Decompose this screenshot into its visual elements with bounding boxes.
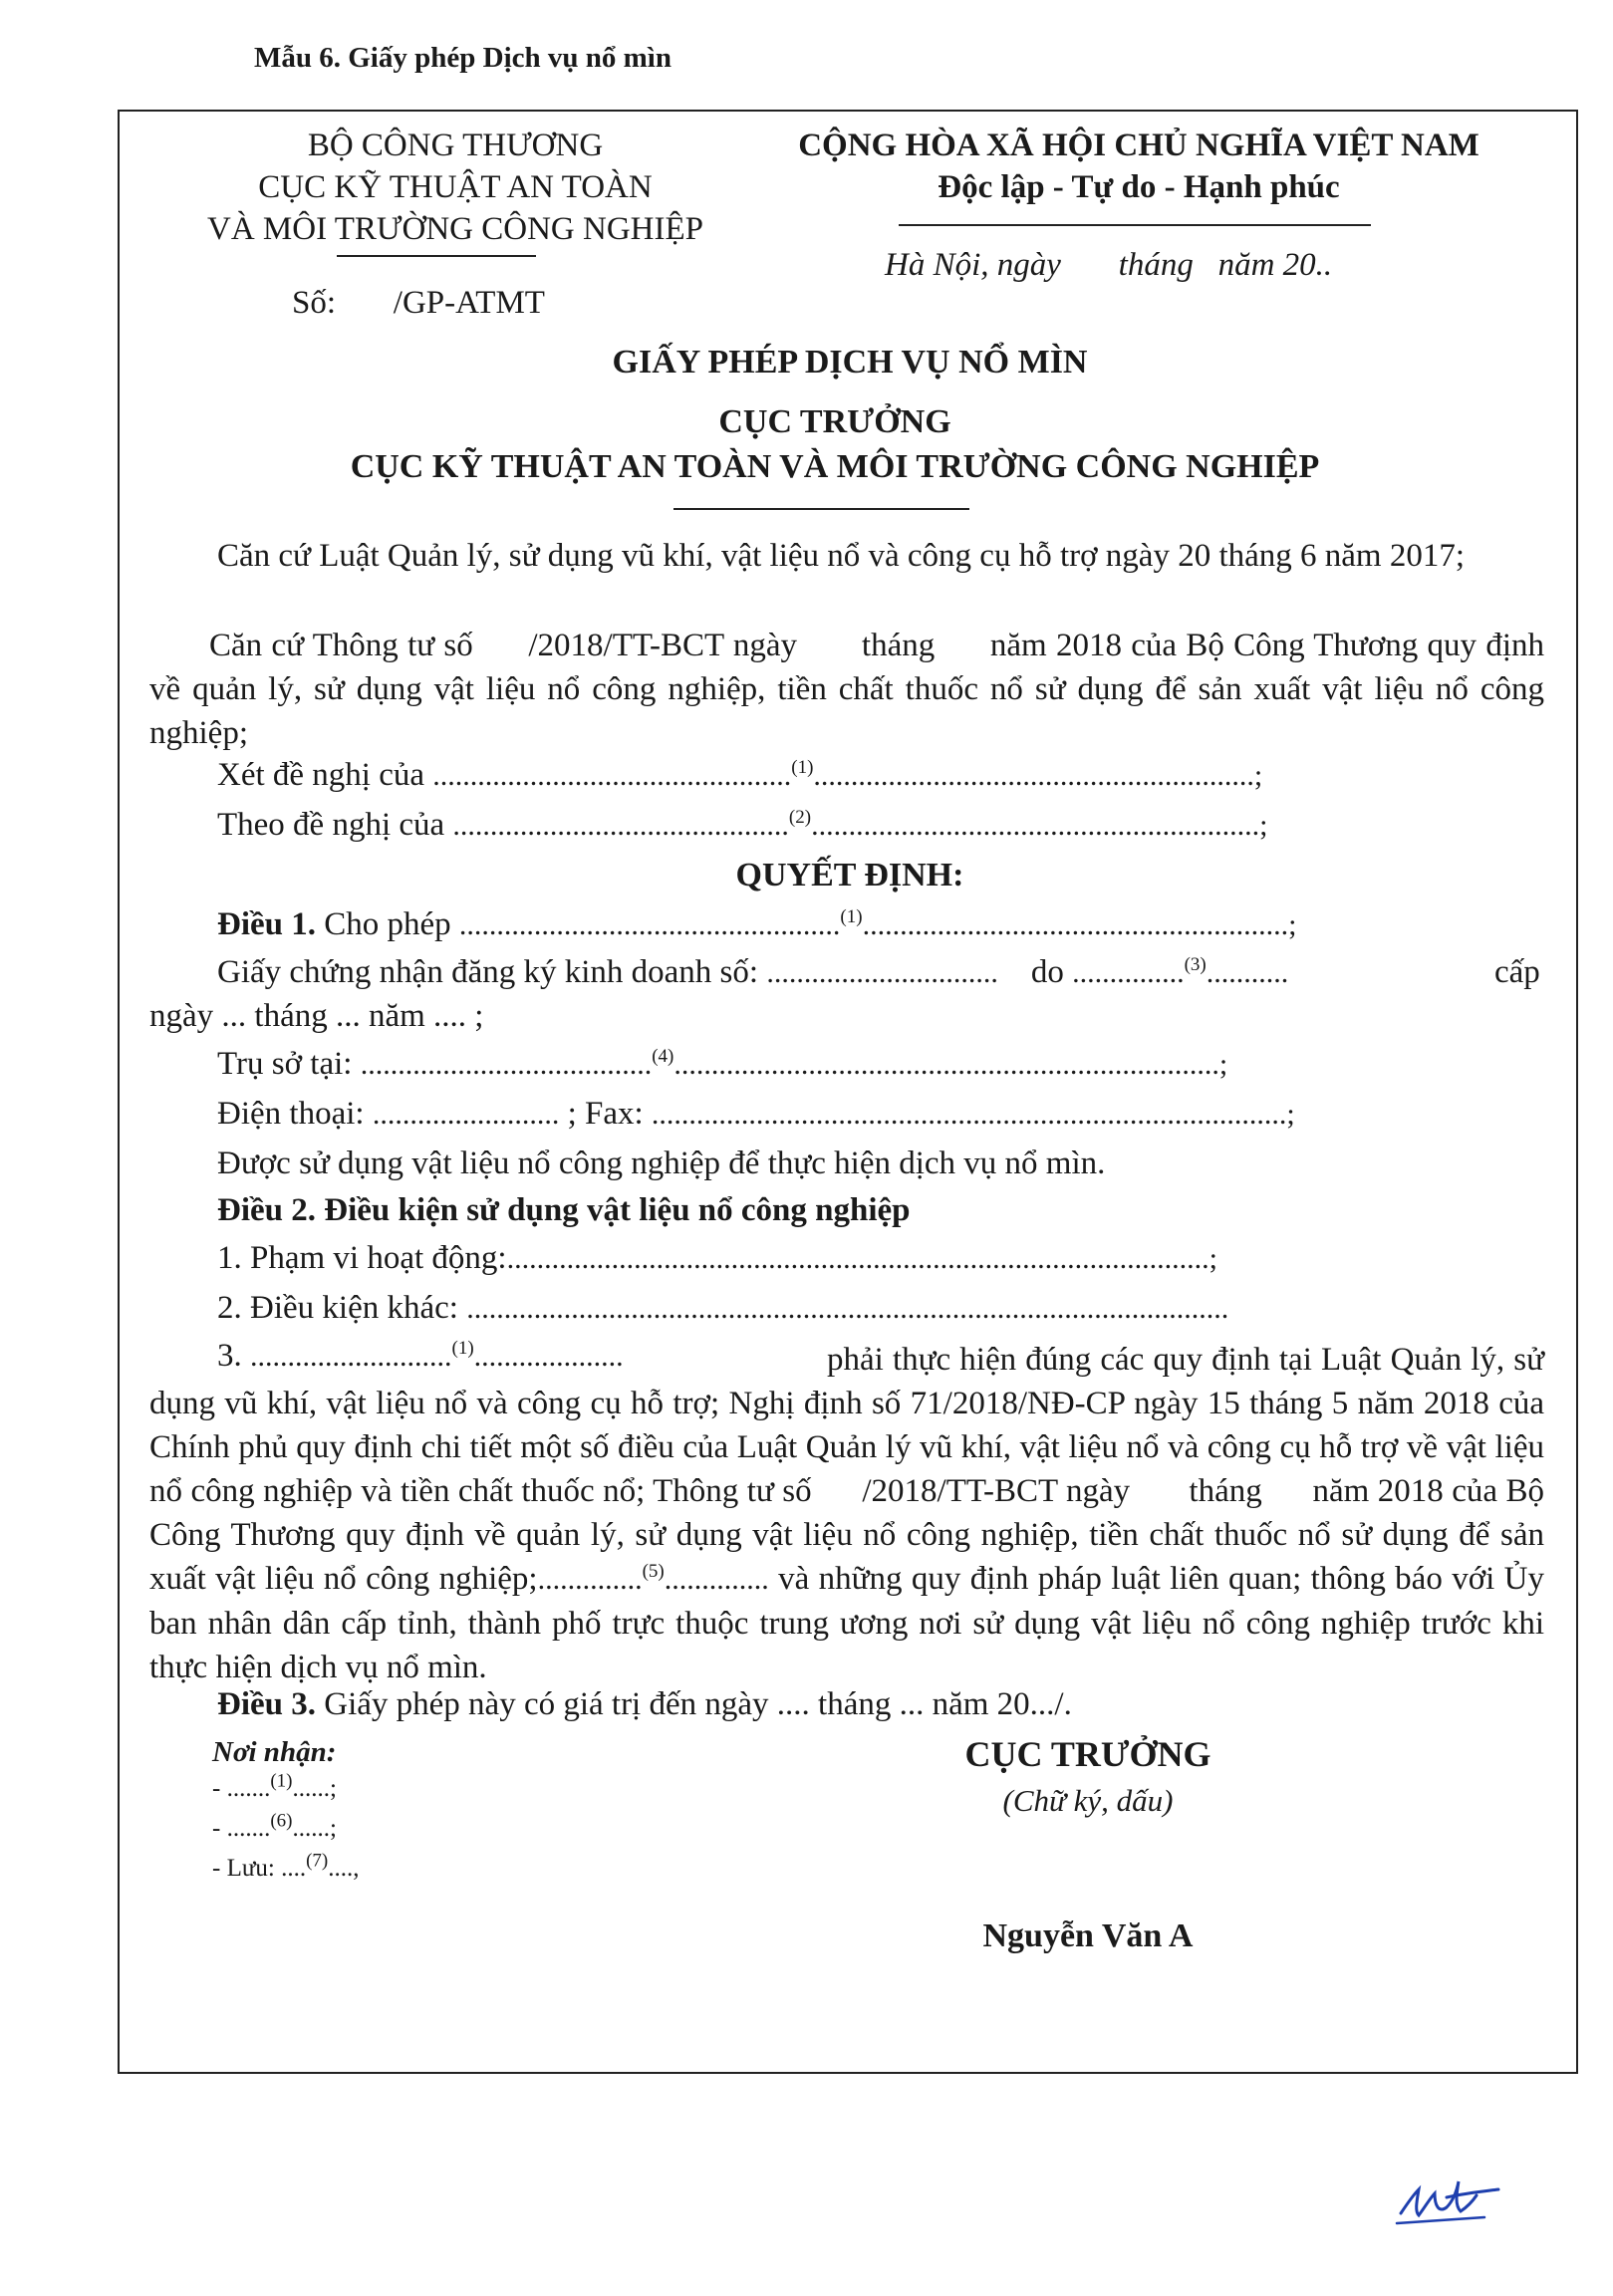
permission-text: Được sử dụng vật liệu nổ công nghiệp để thực hiện dịch vụ nổ mìn. — [217, 1146, 1106, 1181]
archive-label: - Lưu: .... — [212, 1855, 307, 1882]
document-number: Số: /GP-ATMT — [292, 285, 545, 321]
footnote-ref: (5) — [642, 1561, 665, 1582]
business-cert-line: Giấy chứng nhận đăng ký kinh doanh số: ............................... do ...............$^{(3)}$........... — [217, 954, 1289, 990]
ministry-name: BỘ CÔNG THƯƠNG — [307, 128, 604, 163]
recipient-2: - .......$^{(6)}$......; — [212, 1810, 337, 1842]
national-motto: Độc lập - Tự do - Hạnh phúc — [938, 169, 1340, 205]
form-model-label: Mẫu 6. Giấy phép Dịch vụ nổ mìn — [254, 42, 672, 74]
place-and-date: Hà Nội, ngày tháng năm 20.. — [885, 247, 1333, 283]
signer-name: Nguyễn Văn A — [982, 1917, 1194, 1954]
article-1-label: Điều 1. — [217, 906, 316, 942]
article-1-allow-line: Điều 1. Cho phép ...................................................$^{(1)}$.........................................................; — [217, 906, 1297, 942]
decision-heading: QUYẾT ĐỊNH: — [735, 857, 964, 893]
business-cert-by: do — [1030, 954, 1064, 990]
title-underline — [673, 508, 969, 510]
other-conditions-label: 2. Điều kiện khác: — [217, 1290, 458, 1326]
footnote-ref: (1) — [840, 906, 863, 927]
business-cert-date: ngày ... tháng ... năm .... ; — [149, 998, 484, 1034]
footnote-ref: (1) — [270, 1770, 293, 1792]
article-2-item-2: 2. Điều kiện khác: ...................................................................................................... — [217, 1290, 1229, 1326]
office-line: Trụ sở tại: .......................................$^{(4)}$.........................................................................; — [217, 1046, 1228, 1082]
scope-label: 1. Phạm vi hoạt động: — [217, 1240, 507, 1276]
footnote-ref: (4) — [652, 1046, 674, 1067]
article-3-line — [217, 1686, 1072, 1723]
handwritten-initials — [1395, 2171, 1504, 2231]
office-label: Trụ sở tại: — [217, 1046, 353, 1082]
article-3-text: Giấy phép này có giá trị đến ngày .... tháng ... năm 20.../. — [324, 1686, 1072, 1722]
proposal-line: Theo đề nghị của .............................................$^{(2)}$............................................................; — [217, 807, 1268, 843]
issuer-title: CỤC TRƯỞNG — [718, 403, 951, 440]
fax-label: ; Fax: — [567, 1096, 644, 1132]
footnote-ref: (3) — [1184, 954, 1207, 975]
footnote-ref: (1) — [451, 1338, 474, 1359]
article-2-item-1: 1. Phạm vi hoạt động:..............................................................................................; — [217, 1240, 1217, 1276]
article-2-heading: Điều 2. Điều kiện sử dụng vật liệu nổ công nghiệp — [217, 1192, 911, 1228]
department-line-2: VÀ MÔI TRƯỜNG CÔNG NGHIỆP — [207, 211, 703, 247]
phone-label: Điện thoại: — [217, 1096, 365, 1132]
item-3-tail: và những quy định pháp luật liên quan; thông báo với Ủy ban nhân dân cấp tỉnh, thành phố trực thuộc trung ương nơi sử dụng vật liệu nổ công nghiệp trước khi thực hiện dịch vụ nổ mìn. — [149, 1561, 1553, 1685]
country-name: CỘNG HÒA XÃ HỘI CHỦ NGHĨA VIỆT NAM — [798, 128, 1479, 163]
motto-underline — [899, 224, 1371, 226]
header-left-underline — [337, 255, 536, 257]
article-2-item-3-body: phải thực hiện đúng các quy định tại Luật Quản lý, sử dụng vũ khí, vật liệu nổ và công cụ hỗ trợ; Nghị định số 71/2018/NĐ-CP ngày 15 tháng 5 năm 2018 của Chính phủ quy định chi tiết một số điều của Luật Quản lý vũ khí, vật liệu nổ và công cụ hỗ trợ về vật liệu nổ công nghiệp và tiền chất thuốc nổ; Thông tư số /2018/TT-BCT ngày tháng năm 2018 của Bộ Công Thương quy định về quản lý, sử dụng vật liệu nổ công nghiệp, tiền chất thuốc nổ sử dụng để sản xuất vật liệu nổ công nghiệp;..............$^{(5)}$.............. và những quy định pháp luật liên quan; thông báo với Ủy ban nhân dân cấp tỉnh, thành phố trực thuộc trung ương nơi sử dụng vật liệu nổ công nghiệp trước khi thực hiện dịch vụ nổ mìn. — [149, 1342, 1553, 1685]
document-title: GIẤY PHÉP DỊCH VỤ NỔ MÌN — [612, 344, 1088, 381]
item-3-text: phải thực hiện đúng các quy định tại Luật Quản lý, sử dụng vũ khí, vật liệu nổ và công cụ hỗ trợ; Nghị định số 71/2018/NĐ-CP ngày 15 tháng 5 năm 2018 của Chính phủ quy định chi tiết một số điều của Luật Quản lý vũ khí, vật liệu nổ và công cụ hỗ trợ về vật liệu nổ công nghiệp và tiền chất thuốc nổ; Thông tư số /2018/TT-BCT ngày tháng năm 2018 của Bộ Công Thương quy định về quản lý, sử dụng vật liệu nổ công nghiệp, tiền chất thuốc nổ sử dụng để sản xuất vật liệu nổ công nghiệp; — [149, 1342, 1553, 1597]
phone-fax-line: Điện thoại: ......................... ; Fax: .....................................................................................; — [217, 1096, 1295, 1132]
legal-basis-2: Căn cứ Thông tư số /2018/TT-BCT ngày tháng năm 2018 của Bộ Công Thương quy định về quản lý, sử dụng vật liệu nổ công nghiệp, tiền chất thuốc nổ sử dụng để sản xuất vật liệu nổ công nghiệp; — [149, 628, 1553, 751]
footnote-ref: (1) — [791, 757, 814, 778]
signature-note: (Chữ ký, dấu) — [1002, 1783, 1174, 1818]
consider-line: Xét đề nghị của ................................................$^{(1)}$...........................................................; — [217, 757, 1263, 793]
recipients-heading: Nơi nhận: — [212, 1736, 337, 1768]
article-3-label: Điều 3. — [217, 1686, 316, 1722]
business-cert-text: Giấy chứng nhận đăng ký kinh doanh số: — [217, 954, 759, 990]
signer-title: CỤC TRƯỞNG — [964, 1734, 1211, 1774]
article-1-allow-text: Cho phép — [324, 906, 451, 942]
department-line-1: CỤC KỸ THUẬT AN TOÀN — [258, 169, 653, 205]
consider-label: Xét đề nghị của — [217, 757, 425, 793]
proposal-label: Theo đề nghị của — [217, 807, 445, 843]
issuer-organization: CỤC KỸ THUẬT AN TOÀN VÀ MÔI TRƯỜNG CÔNG NGHIỆP — [350, 448, 1320, 485]
footnote-ref: (6) — [270, 1810, 293, 1832]
item-3-number: 3. — [217, 1338, 242, 1374]
legal-basis-1: Căn cứ Luật Quản lý, sử dụng vũ khí, vật liệu nổ và công cụ hỗ trợ ngày 20 tháng 6 năm 2017; — [217, 538, 1466, 574]
business-cert-issue: cấp — [1494, 954, 1540, 990]
footnote-ref: (2) — [788, 807, 812, 828]
recipient-1: - .......$^{(1)}$......; — [212, 1770, 337, 1802]
footnote-ref: (7) — [306, 1850, 329, 1872]
recipient-archive: - Lưu: ....$^{(7)}$...., — [212, 1850, 360, 1882]
article-2-item-3-start: 3. ...........................$^{(1)}$.................... — [217, 1338, 624, 1374]
